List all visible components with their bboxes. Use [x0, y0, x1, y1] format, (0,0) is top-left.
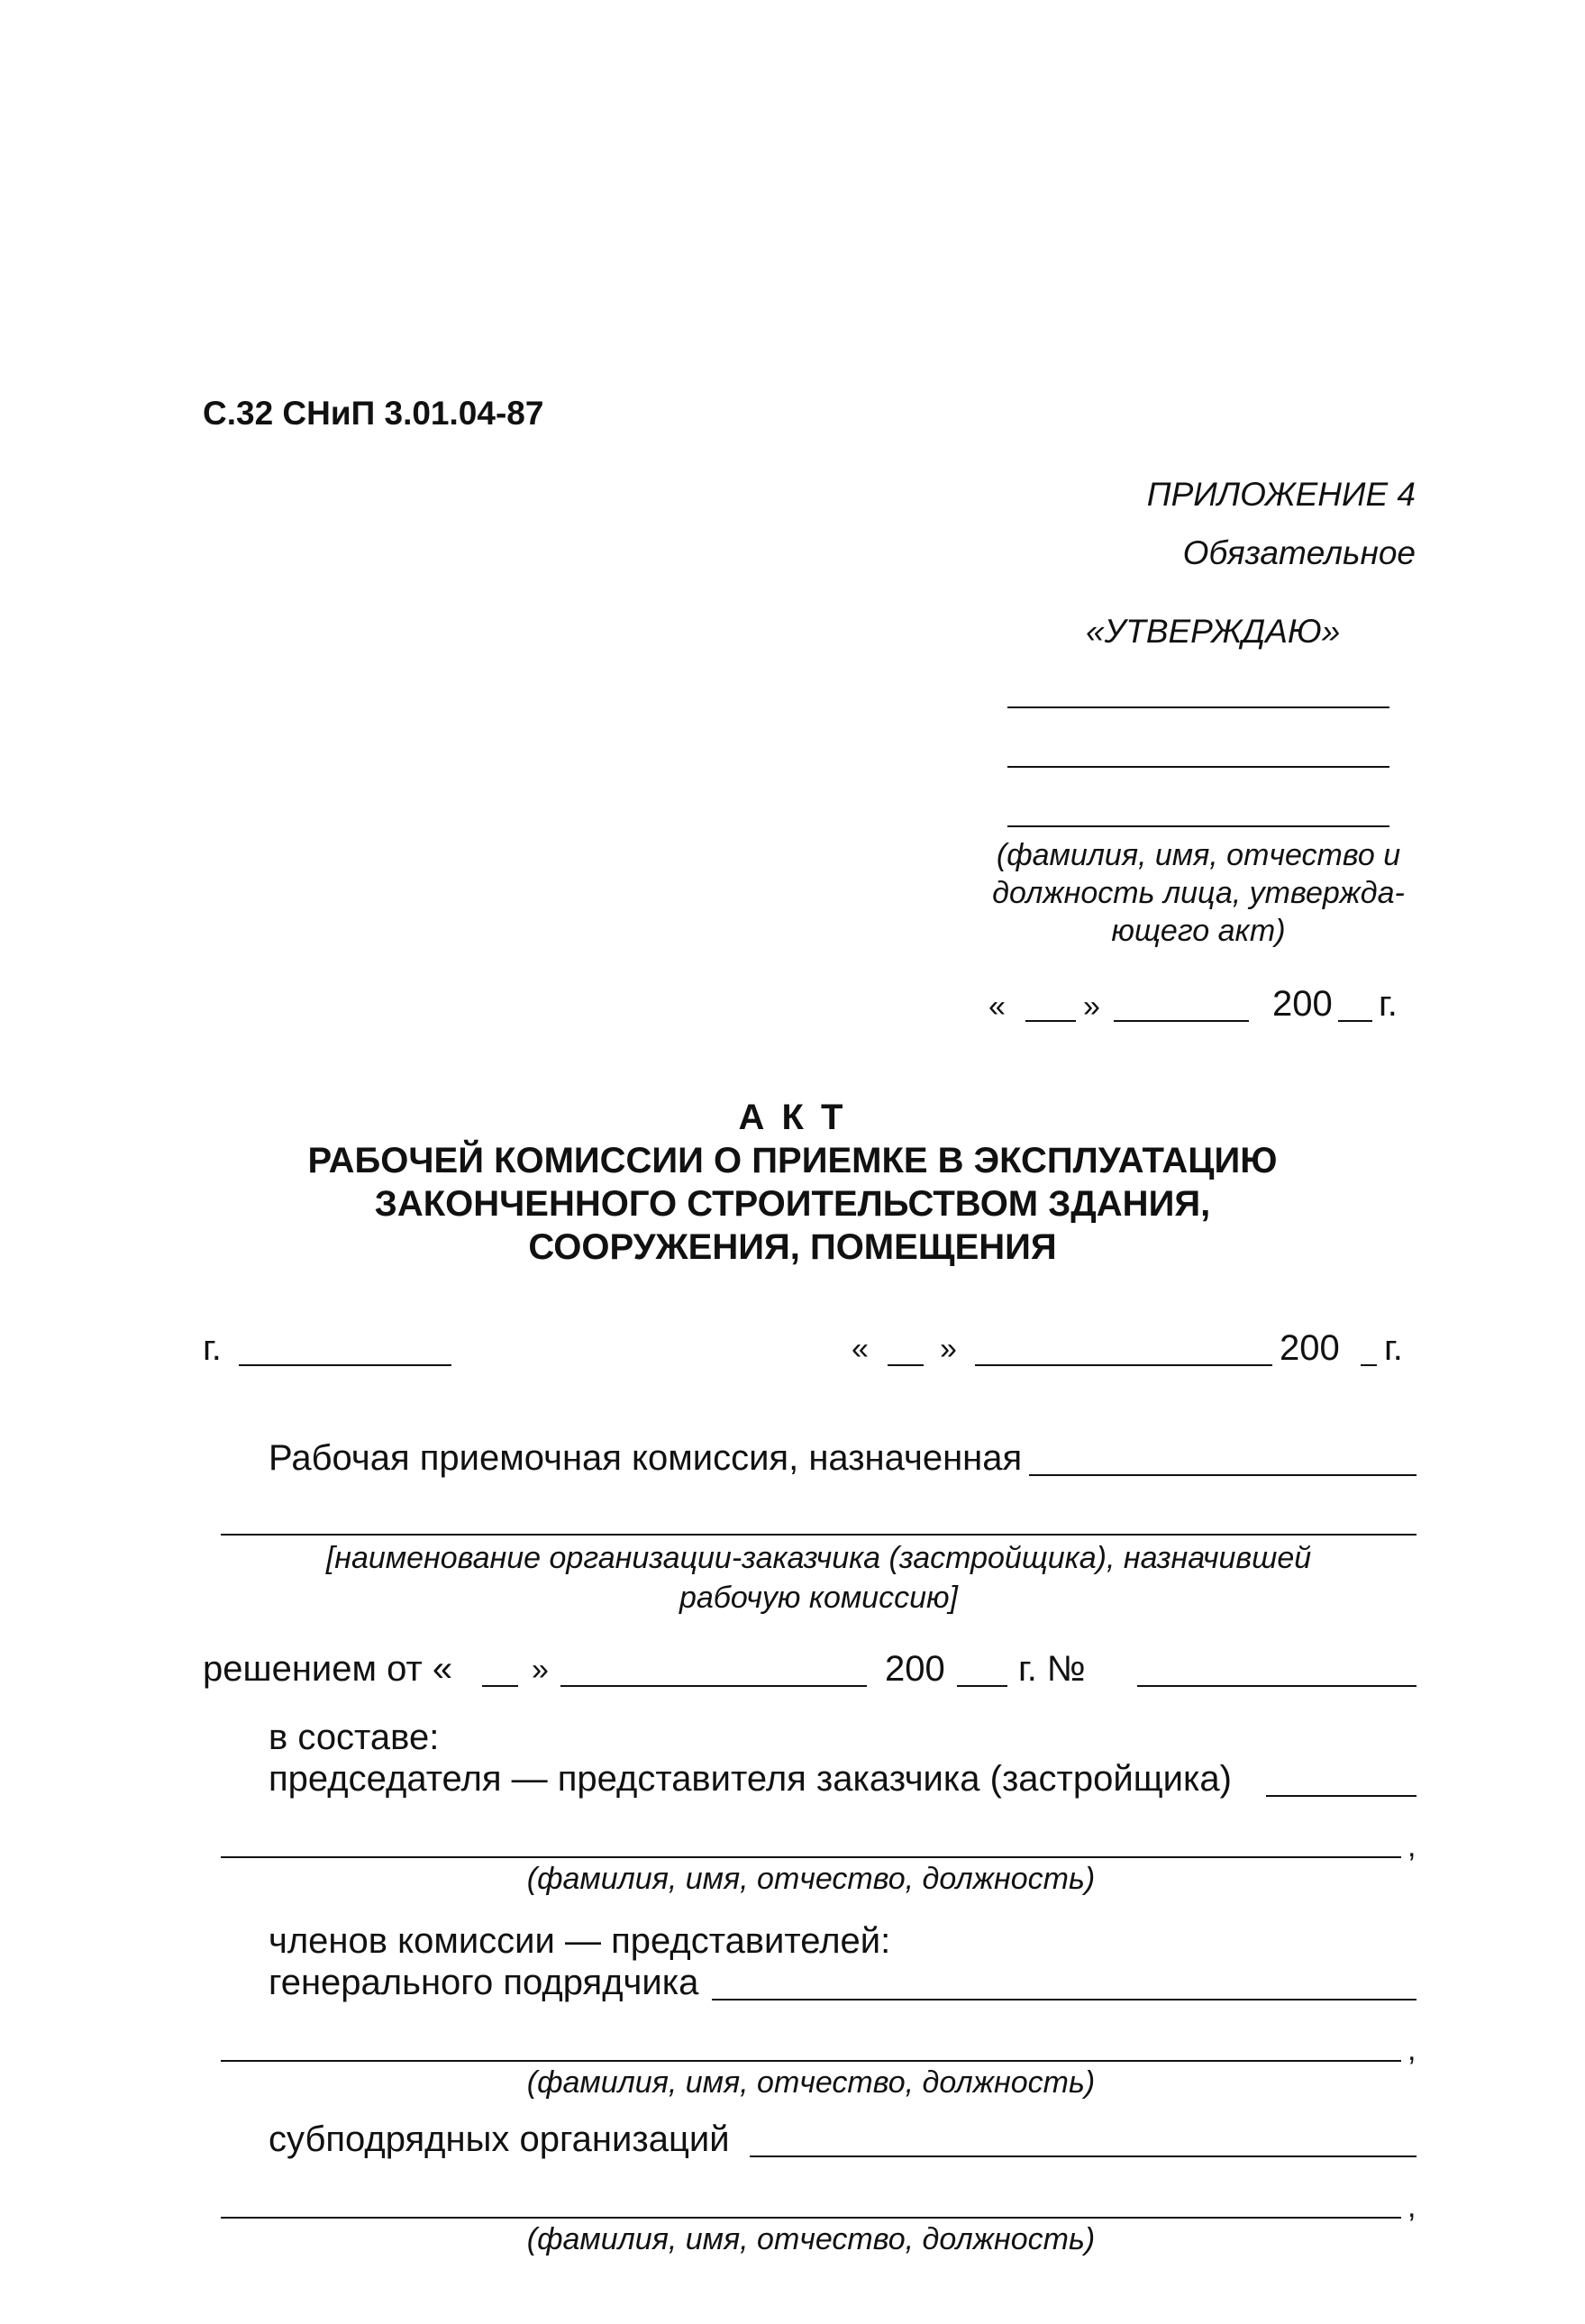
- approver-caption-3: ющего акт): [1111, 914, 1286, 948]
- act-year-prefix: 200: [1280, 1328, 1340, 1368]
- approver-line-3[interactable]: [1007, 825, 1389, 827]
- act-title: А К Т: [738, 1098, 847, 1137]
- general-contractor-field-2[interactable]: [221, 2060, 1401, 2062]
- appendix-title: ПРИЛОЖЕНИЕ 4: [1146, 476, 1416, 513]
- approve-year-suffix: г.: [1379, 984, 1398, 1024]
- general-contractor-label: генерального подрядчика: [269, 1963, 699, 2002]
- decision-number-label: г. №: [1018, 1649, 1086, 1689]
- page-reference: С.32 СНиП 3.01.04-87: [203, 395, 544, 432]
- act-date-close-quote: »: [940, 1332, 957, 1366]
- approver-line-2[interactable]: [1007, 766, 1389, 768]
- decision-prefix: решением от «: [203, 1649, 453, 1689]
- decision-year-field[interactable]: [957, 1685, 1007, 1687]
- approve-year-field[interactable]: [1338, 1020, 1372, 1022]
- act-day-field[interactable]: [888, 1364, 924, 1366]
- approver-line-1[interactable]: [1007, 706, 1389, 708]
- decision-month-field[interactable]: [560, 1685, 867, 1687]
- approve-date-open-quote: «: [988, 989, 1006, 1024]
- subcontractors-label: субподрядных организаций: [269, 2119, 730, 2159]
- subcontractors-field-2[interactable]: [221, 2217, 1401, 2219]
- org-caption-1: [наименование организации-заказчика (застройщика), назначившей: [325, 1541, 1312, 1575]
- chairman-label: председателя — представителя заказчика (застройщика): [269, 1759, 1232, 1799]
- decision-number-field[interactable]: [1137, 1685, 1416, 1687]
- city-prefix: г.: [203, 1328, 222, 1368]
- act-subtitle-2: ЗАКОНЧЕННОГО СТРОИТЕЛЬСТВОМ ЗДАНИЯ,: [374, 1184, 1211, 1224]
- subcontractors-caption: (фамилия, имя, отчество, должность): [526, 2222, 1096, 2256]
- commission-text: Рабочая приемочная комиссия, назначенная: [269, 1438, 1023, 1478]
- act-subtitle-1: РАБОЧЕЙ КОМИССИИ О ПРИЕМКЕ В ЭКСПЛУАТАЦИЮ: [307, 1141, 1278, 1180]
- general-contractor-field-1[interactable]: [712, 1999, 1416, 2000]
- chairman-caption: (фамилия, имя, отчество, должность): [526, 1862, 1096, 1896]
- chairman-field-2[interactable]: [221, 1856, 1401, 1858]
- appendix-status: Обязательное: [1182, 534, 1416, 571]
- act-subtitle-3: СООРУЖЕНИЯ, ПОМЕЩЕНИЯ: [528, 1227, 1057, 1267]
- city-field[interactable]: [239, 1364, 451, 1366]
- chairman-field-1[interactable]: [1266, 1795, 1416, 1797]
- approve-month-field[interactable]: [1114, 1020, 1249, 1022]
- approver-caption-2: должность лица, утвержда-: [992, 876, 1405, 910]
- chairman-comma: ,: [1407, 1829, 1416, 1864]
- act-month-field[interactable]: [975, 1364, 1272, 1366]
- commission-org-field-2[interactable]: [221, 1534, 1416, 1536]
- composition-label: в составе:: [269, 1718, 440, 1757]
- org-caption-2: рабочую комиссию]: [679, 1581, 959, 1615]
- general-contractor-comma: ,: [1407, 2033, 1416, 2067]
- approver-caption-1: (фамилия, имя, отчество и: [996, 838, 1401, 872]
- approve-heading: «УТВЕРЖДАЮ»: [1086, 613, 1341, 650]
- approve-date-close-quote: »: [1083, 989, 1100, 1024]
- general-contractor-caption: (фамилия, имя, отчество, должность): [526, 2065, 1096, 2100]
- act-year-field[interactable]: [1361, 1364, 1377, 1366]
- act-date-open-quote: «: [852, 1332, 869, 1366]
- decision-year-prefix: 200: [885, 1649, 945, 1689]
- decision-close-quote: »: [532, 1653, 549, 1687]
- approve-year-prefix: 200: [1272, 984, 1333, 1024]
- decision-day-field[interactable]: [482, 1685, 518, 1687]
- subcontractors-comma: ,: [1407, 2190, 1416, 2224]
- subcontractors-field-1[interactable]: [750, 2155, 1416, 2157]
- approve-day-field[interactable]: [1025, 1020, 1076, 1022]
- act-year-suffix: г.: [1384, 1328, 1403, 1368]
- members-label: членов комиссии — представителей:: [269, 1921, 891, 1961]
- commission-org-field-1[interactable]: [1029, 1474, 1416, 1476]
